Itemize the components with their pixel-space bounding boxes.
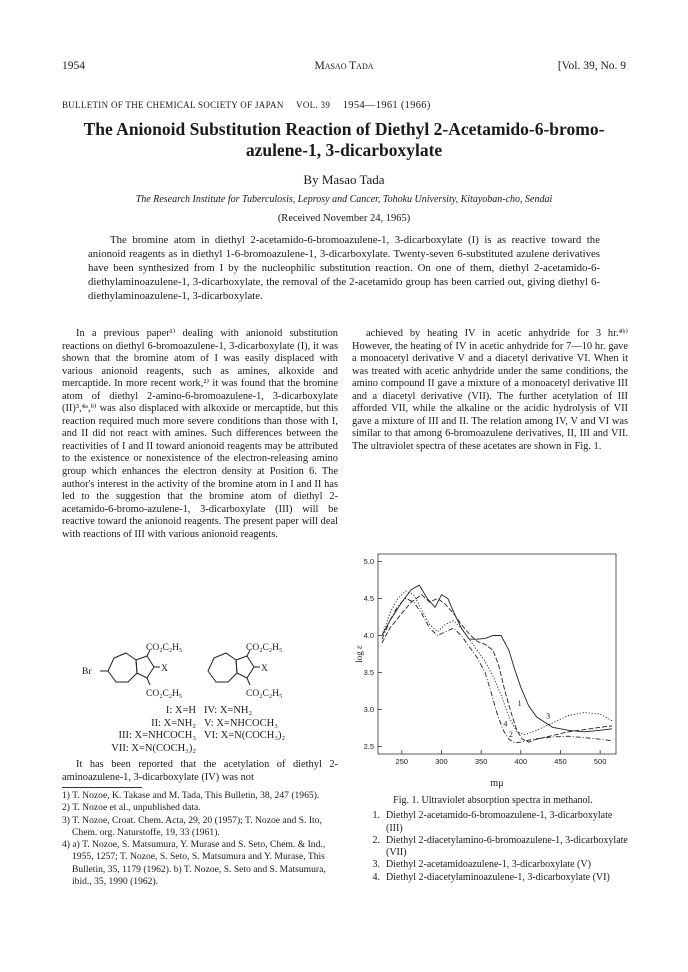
x-tick-label: 350 — [474, 757, 488, 766]
left-paragraph-1: In a previous paper¹⁾ dealing with anionoid substitution reactions on diethyl 6-bromoazulene-1, 3-dicarboxylate (I), it was shown that the bromine atom of I was easily displaced with various anionoid reagents, such as amines, alkoxide and mercaptide. In more recent work,²⁾ it was found that the bromine atom of diethyl 2-amino-6-bromoazulene-1, 3-dicarboxylate (II)³,⁴ᵃ,ᵇ⁾ was also displaced with alkoxide or mercaptide, but this reaction required much more severe conditions than those with I, and II did not react with amines. Such differences between the reactivities of I and II toward anionoid reagents may be attributed to the existence or nonexistence of the electron-releasing amino group which enhances the electron density at Position 6. The author's interest in the activity of the bromine atom in I and II has led to the suggestion that the bromine atom of diethyl 2-acetamido-6-bromo-azulene-1, 3-dicarboxylate (III) will be reactive toward the anionoid reagents. The present paper will deal with reactions of III with various anionoid reagents. — [62, 328, 338, 540]
compound-left: II: X=NH₂ — [151, 717, 196, 729]
x-axis-label: mμ — [490, 778, 504, 789]
abstract — [88, 234, 600, 304]
running-author: Masao Tada — [314, 60, 374, 72]
caption-item-number: 2. — [372, 834, 380, 846]
left-substituent-bottom: CO₂C₂H₅ — [146, 689, 183, 699]
x-tick-label: 250 — [395, 757, 409, 766]
right-paragraph-1: achieved by heating IV in acetic anhydride for 3 hr.⁴ᵇ⁾ However, the heating of IV in acetic anhydride for 7—10 hr. gave a monoacetyl derivative V and a diacetyl derivative VI. When it was treated with acetic anhydride under the same conditions, the amino compound II gave a mixture of a monoacetyl derivative III and a diacetyl derivative (VII). The further acetylation of III afforded VII, while the alkaline or the acidic hydrolysis of VII gave a mixture of III and II. The relation among IV, V and VI was similar to that among 6-bromoazulene derivatives, II, III and VII. The ultraviolet spectra of these acetates are shown in Fig. 1. — [352, 328, 628, 452]
paper-title: The Anionoid Substitution Reaction of Diethyl 2-Acetamido-6-bromo-azulene-1, 3-dicarboxylate — [83, 119, 605, 160]
compound-left: VII: X=N(COCH₃)₂ — [111, 742, 196, 754]
compound-row — [62, 743, 338, 756]
compound-left: III: X=NHCOCH₃ — [118, 730, 196, 741]
x-tick-label: 300 — [435, 757, 448, 766]
journal-pages: 1954—1961 (1966) — [342, 100, 431, 111]
series-label-2: 2 — [508, 729, 513, 739]
y-tick-label: 5.0 — [363, 556, 374, 566]
figure-caption — [358, 795, 628, 884]
left-x-label: X — [161, 664, 168, 674]
compound-list — [62, 705, 338, 755]
footnote: 2) T. Nozoe et al., unpublished data. — [62, 802, 201, 814]
figure-caption-title: Fig. 1. Ultraviolet absorption spectra in methanol. — [393, 795, 593, 806]
compound-right: IV: X=NH₂ — [204, 705, 253, 716]
compound-left: I: X=H — [165, 705, 196, 716]
compound-row — [62, 718, 338, 731]
byline: By Masao Tada — [303, 172, 385, 187]
left-bromo-label: Br — [82, 667, 92, 677]
series-line-4 — [382, 598, 612, 743]
compound-right: VI: X=N(COCH₃)₂ — [204, 730, 286, 741]
y-tick-label: 3.0 — [363, 705, 374, 715]
volume-info: [Vol. 39, No. 9 — [557, 60, 626, 72]
affiliation: The Research Institute for Tuberculosis, Leprosy and Cancer, Tohoku University, Kitayoban-cho, Sendai — [135, 194, 553, 205]
journal-line — [62, 100, 622, 111]
page-number: 1954 — [62, 60, 85, 72]
left-seven-ring — [108, 653, 137, 682]
compound-row — [62, 705, 338, 718]
caption-item — [358, 835, 628, 860]
plot-frame — [378, 554, 616, 754]
y-tick-label: 3.5 — [363, 668, 374, 678]
x-tick-label: 400 — [514, 757, 528, 766]
caption-item — [358, 872, 628, 884]
right-x-label: X — [261, 664, 268, 674]
series-label-4: 4 — [503, 719, 508, 729]
right-substituent-top: CO₂C₂H₅ — [246, 643, 283, 653]
compound-row — [62, 730, 338, 743]
abstract-text: The bromine atom in diethyl 2-acetamido-6-bromoazulene-1, 3-dicarboxylate (I) is as reactive toward the anionoid reagents as in diethyl 1-6-bromoazulene-1, 3-dicarboxylate. Twenty-seven 6-substituted azulene derivatives have been synthesized from I by the nucleophilic substitution reaction. On one of them, diethyl 2-acetamido-6-diethylaminoazulene-1, 3-dicarboxylate, the removal of the 2-acetamido group has been carried out, giving diethyl 6-diethylaminoazulene-1, 3-dicarboxylate. — [88, 234, 600, 302]
series-label-3: 3 — [546, 711, 551, 721]
right-column — [352, 328, 628, 453]
left-paragraph-2-wrap — [62, 759, 338, 784]
compound-right — [204, 743, 338, 756]
series-label-1: 1 — [517, 698, 522, 708]
caption-item-text: Diethyl 2-diacetylamino-6-bromoazulene-1, 3-dicarboxylate (VII) — [386, 834, 628, 859]
received-date: (Received November 24, 1965) — [277, 213, 411, 224]
x-tick-label: 450 — [554, 757, 567, 766]
footnotes — [62, 790, 338, 888]
y-tick-label: 2.5 — [363, 742, 374, 752]
caption-item-text: Diethyl 2-acetamido-6-bromoazulene-1, 3-dicarboxylate (III) — [386, 810, 613, 834]
uv-spectrum-chart — [350, 550, 630, 790]
footnote: 3) T. Nozoe, Croat. Chem. Acta, 29, 20 (1957); T. Nozoe and S. Ito, Chem. org. Naturstoffe, 19, 33 (1961). — [62, 814, 322, 838]
x-tick-label: 500 — [593, 757, 607, 766]
caption-item — [358, 810, 628, 835]
left-paragraph-2: It has been reported that the acetylation of diethyl 2-aminoazulene-1, 3-dicarboxylate (IV) was not — [62, 759, 338, 783]
azulene-structures — [80, 643, 310, 705]
y-tick-label: 4.0 — [363, 630, 374, 640]
footnote-rule — [62, 787, 142, 788]
caption-item — [358, 859, 628, 871]
right-five-ring — [236, 656, 254, 678]
series-line-2 — [382, 595, 612, 742]
caption-item-text: Diethyl 2-diacetylaminoazulene-1, 3-dicarboxylate (VI) — [386, 871, 610, 883]
journal-volume: VOL. 39 — [296, 100, 331, 110]
footnote: 4) a) T. Nozoe, S. Matsumura, Y. Murase and S. Seto, Chem. & Ind., 1955, 1257; T. Nozoe, S. Seto, S. Matsumura and Y. Murase, This Bulletin, 35, 1179 (1962). b) T. Nozoe, S. Seto and S. Matsumura, ibid., 35, 1990 (1962). — [62, 839, 326, 888]
caption-item-number: 4. — [372, 871, 380, 883]
right-substituent-bottom: CO₂C₂H₅ — [246, 689, 283, 699]
left-substituent-top: CO₂C₂H₅ — [146, 643, 183, 653]
compound-right: V: X=NHCOCH₃ — [204, 717, 278, 729]
right-seven-ring — [208, 653, 237, 682]
footnote: 1) T. Nozoe, K. Takase and M. Tada, This Bulletin, 38, 247 (1965). — [62, 790, 320, 801]
caption-item-number: 3. — [372, 859, 380, 871]
left-five-ring — [136, 656, 154, 678]
journal-name: BULLETIN OF THE CHEMICAL SOCIETY OF JAPAN — [62, 100, 284, 110]
series-line-1 — [382, 585, 612, 732]
y-tick-label: 4.5 — [363, 593, 374, 603]
caption-item-number: 1. — [372, 810, 380, 822]
caption-item-text: Diethyl 2-acetamidoazulene-1, 3-dicarboxylate (V) — [386, 859, 591, 871]
y-axis-label: log ε — [354, 645, 364, 663]
left-column — [62, 328, 338, 541]
